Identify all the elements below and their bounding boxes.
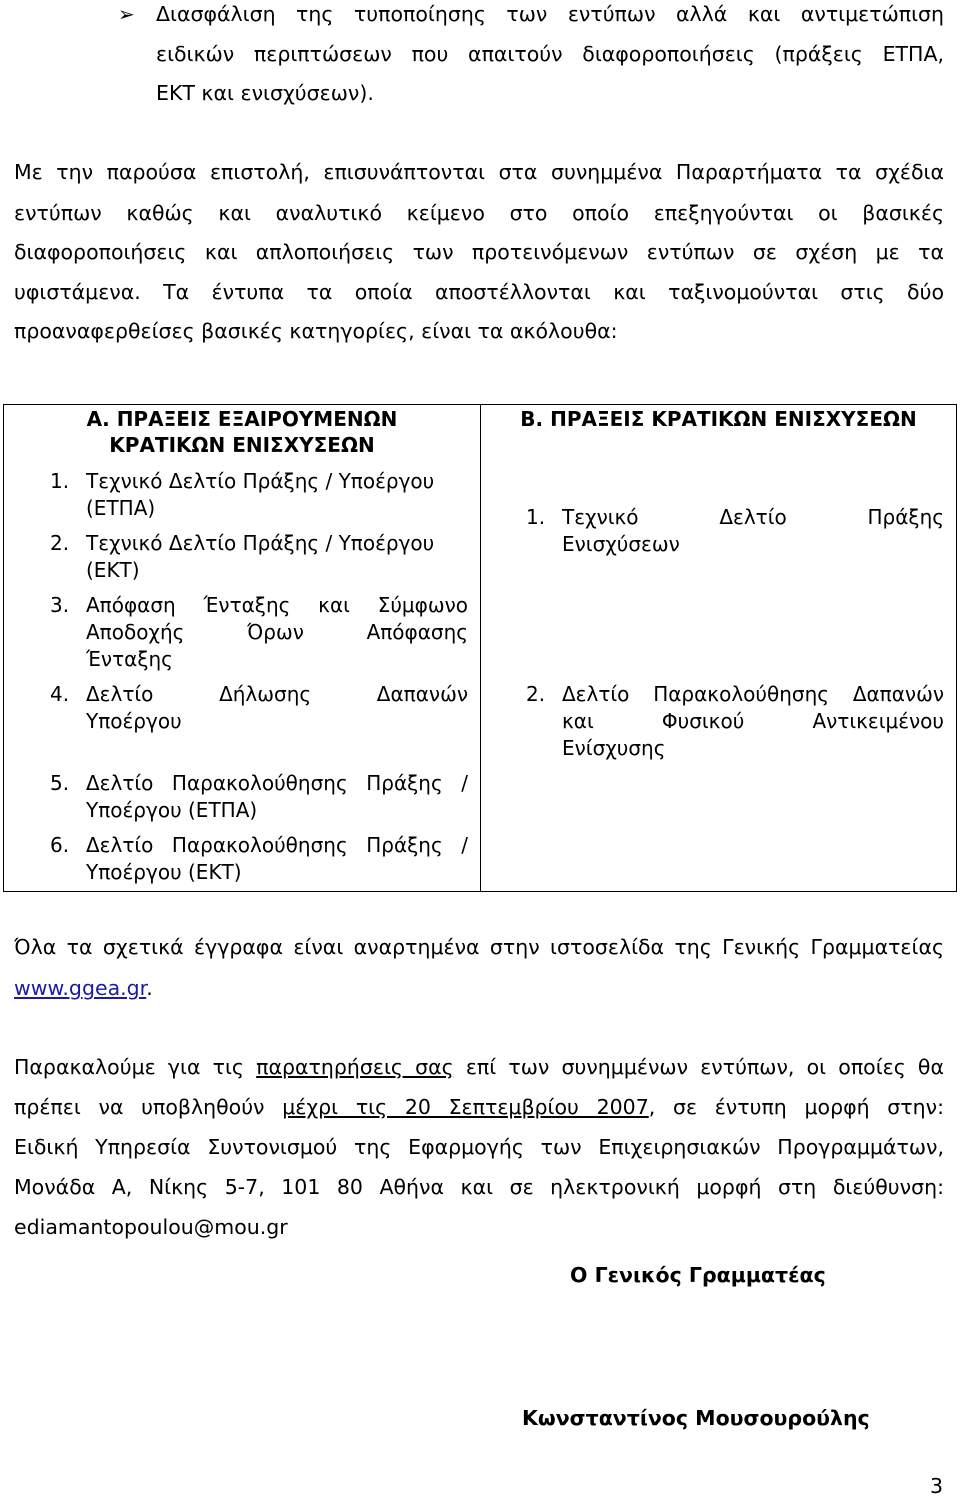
item-line: Ενισχύσεων bbox=[562, 532, 680, 556]
item-number: 6. bbox=[50, 833, 70, 857]
signature-name: Κωνσταντίνος Μουσουρούλης bbox=[522, 1406, 870, 1430]
item-line: Δελτίο Παρακολούθησης Δαπανών bbox=[562, 682, 944, 706]
column-a-header-line-2: ΚΡΑΤΙΚΩΝ ΕΝΙΣΧΥΣΕΩΝ bbox=[109, 433, 375, 457]
bullet-line-2: ειδικών περιπτώσεων που απαιτούν διαφοροποιήσεις (πράξεις ΕΤΠΑ, bbox=[156, 42, 944, 66]
item-number: 2. bbox=[526, 682, 546, 706]
request-text: πρέπει να υποβληθούν bbox=[14, 1095, 283, 1119]
request-line-3: Ειδική Υπηρεσία Συντονισμού της Εφαρμογής των Επιχειρησιακών Προγραμμάτων, bbox=[14, 1135, 944, 1159]
bullet-line-1: Διασφάλιση της τυποποίησης των εντύπων αλλά και αντιμετώπιση bbox=[156, 2, 944, 26]
request-email: ediamantopoulou@mou.gr bbox=[14, 1215, 288, 1239]
table-border-middle bbox=[480, 404, 481, 892]
item-line: και Φυσικού Αντικειμένου bbox=[562, 709, 944, 733]
item-number: 3. bbox=[50, 593, 70, 617]
bullet-line-3: ΕΚΤ και ενισχύσεων). bbox=[156, 81, 374, 105]
column-b-header: Β. ΠΡΑΞΕΙΣ ΚΡΑΤΙΚΩΝ ΕΝΙΣΧΥΣΕΩΝ bbox=[520, 407, 917, 431]
request-text: , σε έντυπη μορφή στην: bbox=[648, 1095, 944, 1119]
request-line-2 bbox=[14, 1095, 944, 1119]
item-line: Τεχνικό Δελτίο Πράξης / Υποέργου bbox=[86, 469, 435, 493]
intro-line-4: υφιστάμενα. Τα έντυπα τα οποία αποστέλλονται και ταξινομούνται στις δύο bbox=[14, 280, 944, 304]
page-number: 3 bbox=[930, 1474, 944, 1498]
item-line: Υποέργου bbox=[86, 709, 182, 733]
item-line: Τεχνικό Δελτίο Πράξης / Υποέργου bbox=[86, 531, 435, 555]
column-a-header-line-1: Α. ΠΡΑΞΕΙΣ ΕΞΑΙΡΟΥΜΕΝΩΝ bbox=[86, 407, 398, 431]
item-number: 1. bbox=[526, 505, 546, 529]
table-border-left bbox=[3, 404, 4, 892]
item-number: 1. bbox=[50, 469, 70, 493]
ggea-website-link[interactable]: www.ggea.gr bbox=[14, 976, 147, 1000]
item-line: Υποέργου (ΕΚΤ) bbox=[86, 860, 242, 884]
item-line: Απόφαση Ένταξης και Σύμφωνο bbox=[86, 593, 468, 617]
comments-underlined: παρατηρήσεις σας bbox=[256, 1055, 454, 1079]
item-line: (ΕΚΤ) bbox=[86, 558, 140, 582]
item-line: Δελτίο Παρακολούθησης Πράξης / bbox=[86, 833, 468, 857]
item-line: Δελτίο Παρακολούθησης Πράξης / bbox=[86, 771, 468, 795]
chevron-arrow-bullet-icon: ➢ bbox=[118, 2, 135, 26]
item-line: Αποδοχής Όρων Απόφασης bbox=[86, 620, 468, 644]
item-line: Τεχνικό Δελτίο Πράξης bbox=[562, 505, 944, 529]
intro-line-2: εντύπων καθώς και αναλυτικό κείμενο στο οποίο επεξηγούνται οι βασικές bbox=[14, 201, 944, 225]
table-border-right bbox=[956, 404, 957, 892]
item-line: Υποέργου (ΕΤΠΑ) bbox=[86, 798, 258, 822]
signature-title: Ο Γενικός Γραμματέας bbox=[570, 1263, 826, 1287]
intro-line-3: διαφοροποιήσεις και απλοποιήσεις των προτεινόμενων εντύπων σε σχέση με τα bbox=[14, 240, 944, 264]
site-note-line-1: Όλα τα σχετικά έγγραφα είναι αναρτημένα στην ιστοσελίδα της Γενικής Γραμματείας bbox=[14, 935, 944, 959]
intro-line-1: Με την παρούσα επιστολή, επισυνάπτονται στα συνημμένα Παραρτήματα τα σχέδια bbox=[14, 160, 944, 184]
request-line-4: Μονάδα Α, Νίκης 5-7, 101 80 Αθήνα και σε ηλεκτρονική μορφή στη διεύθυνση: bbox=[14, 1175, 944, 1199]
item-line: Ενίσχυσης bbox=[562, 736, 666, 760]
item-number: 4. bbox=[50, 682, 70, 706]
request-text: Παρακαλούμε για τις bbox=[14, 1055, 257, 1079]
item-line: Ένταξης bbox=[86, 647, 173, 671]
request-text: επί των συνημμένων εντύπων, οι οποίες θα bbox=[453, 1055, 944, 1079]
request-line-1 bbox=[14, 1055, 944, 1079]
intro-line-5: προαναφερθείσες βασικές κατηγορίες, είναι τα ακόλουθα: bbox=[14, 319, 618, 343]
item-number: 5. bbox=[50, 771, 70, 795]
item-number: 2. bbox=[50, 531, 70, 555]
item-line: Δελτίο Δήλωσης Δαπανών bbox=[86, 682, 468, 706]
site-note-period: . bbox=[146, 976, 153, 1000]
site-note-line-2 bbox=[14, 976, 153, 1000]
deadline-underlined: μέχρι τις 20 Σεπτεμβρίου 2007 bbox=[282, 1095, 649, 1119]
item-line: (ΕΤΠΑ) bbox=[86, 496, 156, 520]
